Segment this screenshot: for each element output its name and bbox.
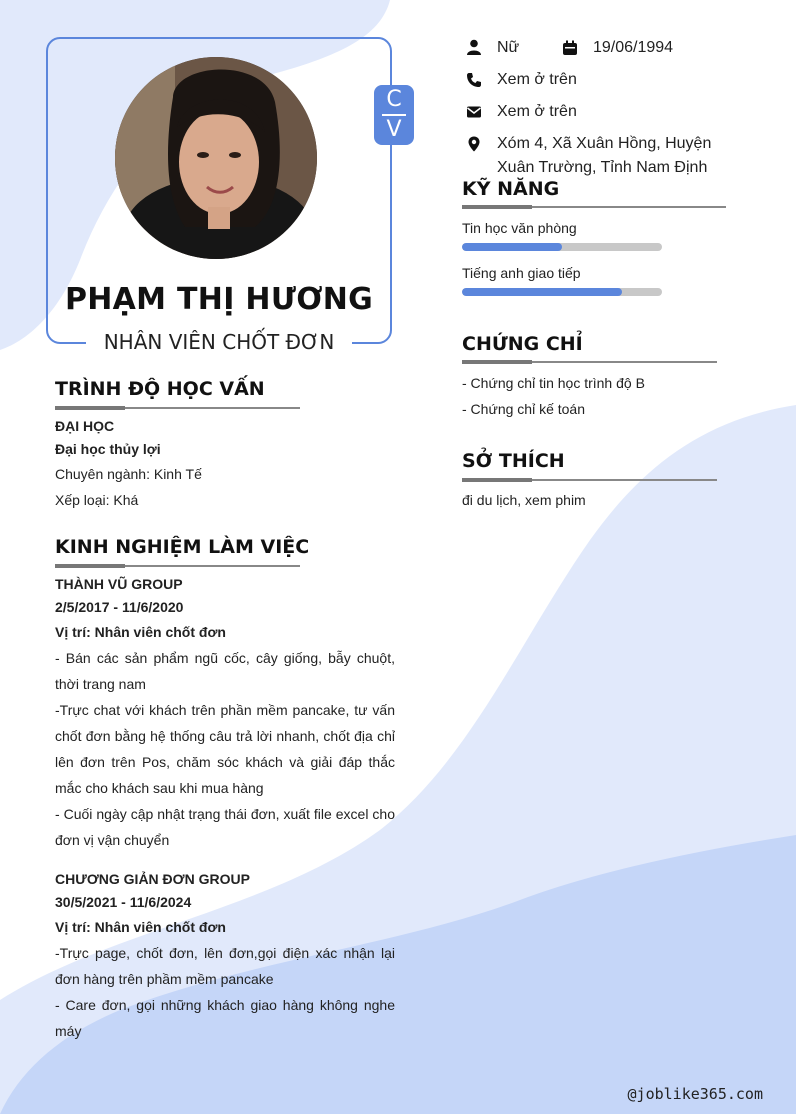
profile-photo xyxy=(115,57,317,259)
skill-bar xyxy=(462,288,662,296)
gender-value: Nữ xyxy=(497,39,520,56)
education-school: Đại học thủy lợi xyxy=(55,441,161,457)
skills-divider xyxy=(462,206,726,208)
skill-label: Tiếng anh giao tiếp xyxy=(462,265,581,281)
skills-title: KỸ NĂNG xyxy=(462,178,560,200)
skill-label: Tin học văn phòng xyxy=(462,220,577,236)
education-major: Chuyên ngành: Kinh Tế xyxy=(55,466,202,482)
hobbies-title: SỞ THÍCH xyxy=(462,450,565,472)
job-position: Vị trí: Nhân viên chốt đơn xyxy=(55,624,226,640)
education-divider xyxy=(55,407,300,409)
experience-title: KINH NGHIỆM LÀM VIỆC xyxy=(55,536,310,558)
job-description-item: -Trực page, chốt đơn, lên đơn,gọi điện xác nhận lại đơn hàng trên phầm mềm pancake xyxy=(55,945,395,987)
education-title: TRÌNH ĐỘ HỌC VẤN xyxy=(55,378,265,400)
skill-bar xyxy=(462,243,662,251)
candidate-name: PHẠM THỊ HƯƠNG xyxy=(64,282,374,317)
education-level: ĐẠI HỌC xyxy=(55,418,115,434)
user-icon xyxy=(466,39,482,55)
job-position: Vị trí: Nhân viên chốt đơn xyxy=(55,919,226,935)
watermark: @joblike365.com xyxy=(627,1085,763,1103)
job-description-item: -Trực chat với khách trên phần mềm pancake, tư vấn chốt đơn bằng hệ thống câu trả lời nhanh, chốt địa chỉ lên đơn trên Pos, chăm sóc khách và giải đáp thắc mắc cho khách sau khi mua hàng xyxy=(55,702,395,796)
email-value: Xem ở trên xyxy=(497,103,577,120)
job-description-item: - Cuối ngày cập nhật trạng thái đơn, xuất file excel cho đơn vị vận chuyển xyxy=(55,806,395,848)
certificates-divider xyxy=(462,361,717,363)
job-description-item: - Care đơn, gọi những khách giao hàng không nghe máy xyxy=(55,997,395,1039)
job-company: CHƯƠNG GIẢN ĐƠN GROUP xyxy=(55,871,250,887)
cv-badge-v: V xyxy=(386,117,402,142)
cv-badge-c: C xyxy=(386,87,402,112)
calendar-icon xyxy=(562,40,578,56)
job-description-item: - Bán các sản phẩm ngũ cốc, cây giống, bẫy chuột, thời trang nam xyxy=(55,650,395,692)
cv-badge xyxy=(374,85,414,145)
hobbies-divider xyxy=(462,479,717,481)
certificates-title: CHỨNG CHỈ xyxy=(462,333,583,355)
job-period: 2/5/2017 - 11/6/2020 xyxy=(55,599,184,615)
phone-icon xyxy=(466,72,482,88)
job-period: 30/5/2021 - 11/6/2024 xyxy=(55,894,192,910)
hobbies-text: đi du lịch, xem phim xyxy=(462,492,586,508)
phone-value: Xem ở trên xyxy=(497,71,577,88)
birthdate-value: 19/06/1994 xyxy=(593,39,674,56)
certificate-item: - Chứng chỉ tin học trình độ B xyxy=(462,375,645,391)
job-company: THÀNH VŨ GROUP xyxy=(55,576,183,592)
candidate-role: NHÂN VIÊN CHỐT ĐƠN xyxy=(103,330,335,354)
mail-icon xyxy=(466,104,482,120)
experience-divider xyxy=(55,565,300,567)
location-pin-icon xyxy=(466,136,482,152)
certificate-item: - Chứng chỉ kế toán xyxy=(462,401,585,417)
address-line-1: Xóm 4, Xã Xuân Hồng, Huyện xyxy=(497,135,712,152)
address-line-2: Xuân Trường, Tỉnh Nam Định xyxy=(497,159,708,176)
education-grade: Xếp loại: Khá xyxy=(55,492,139,508)
